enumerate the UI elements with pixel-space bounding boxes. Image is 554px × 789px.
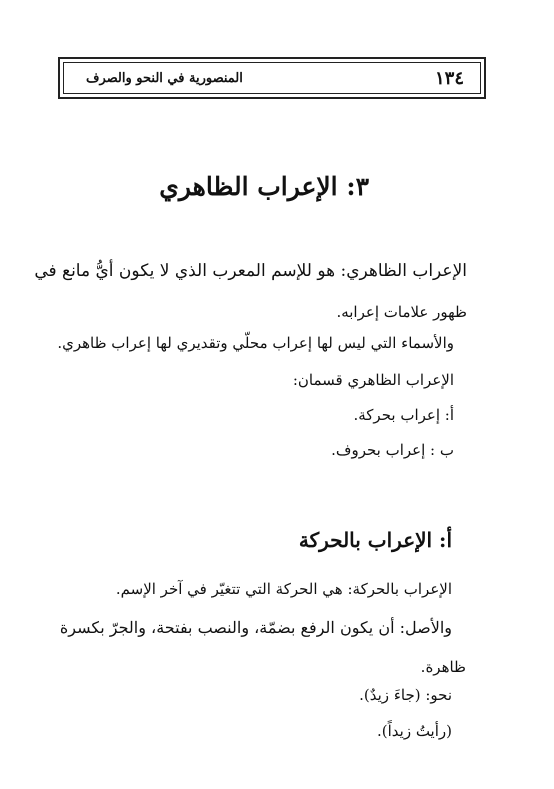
definition-line-2: ظهور علامات إعرابه. (336, 303, 467, 321)
book-title: المنصورية في النحو والصرف (86, 70, 243, 86)
page-header (58, 57, 486, 99)
rule-line-2: ظاهرة. (420, 658, 466, 676)
page-header-inner (63, 62, 481, 94)
subsection-definition: الإعراب بالحركة: هي الحركة التي تتغيّر في آخر الإسم. (115, 580, 452, 598)
section-heading: ٣: الإعراب الظاهري (159, 172, 369, 201)
page-number: ١٣٤ (434, 67, 464, 89)
nouns-note: والأسماء التي ليس لها إعراب محلّي وتقديري لها إعراب ظاهري. (57, 334, 454, 352)
division-a: أ: إعراب بحركة. (353, 406, 454, 424)
definition-line-1: الإعراب الظاهري: هو للإسم المعرب الذي لا يكون أيُّ مانع في (34, 261, 467, 281)
rule-line-1: والأصل: أن يكون الرفع بضمّة، والنصب بفتحة، والجرّ بكسرة (59, 618, 452, 637)
subsection-heading: أ: الإعراب بالحركة (298, 528, 452, 552)
example-2: (رأيتُ زيداً). (376, 722, 452, 740)
division-b: ب : إعراب بحروف. (331, 441, 454, 459)
divisions-intro: الإعراب الظاهري قسمان: (292, 371, 454, 389)
example-1: نحو: (جاءَ زيدٌ). (359, 686, 452, 704)
